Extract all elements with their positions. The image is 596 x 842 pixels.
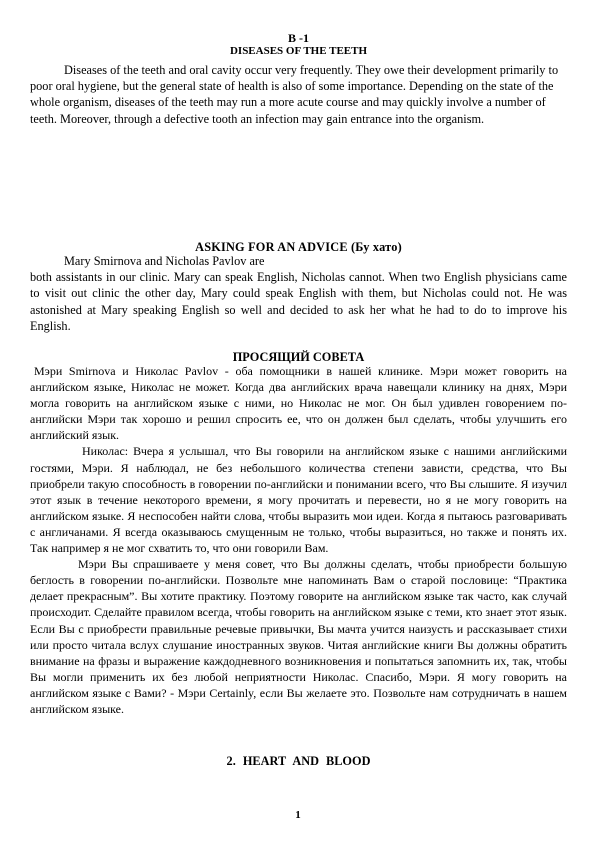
heading-heart-and-blood: 2. HEART AND BLOOD xyxy=(226,754,371,768)
paragraph-body: both assistants in our clinic. Mary can speak English, Nicholas cannot. When two English physicians came to visit out clinic the other day, Mary could speak English with them, but Nicholas could not. He was astonished at Mary speaking English so well and decided to ask her what he had to do to improve his English. xyxy=(30,270,567,333)
russian-paragraph-2: Николас: Вчера я услышал, что Вы говорили на английском языке с нашими английскими гостями, Мэри. Я наблюдал, не без небольшого количества степени зависти, средства, что Вы приобрели такую способность в говорении по-английски и понимании всего, что Вы слышите. Я изучил этот язык в течение некоторого времени, я могу прочитать и перевести, но я не могу говорить на английском языке. Я неспособен найти слова, чтобы выразить мои идеи. Когда я пытаюсь разговаривать с англичанами. Я всегда оказываюсь смущенным не только, чтобы выразиться, но также и понять их. Так например я не мог схватить то, что они говорили Вам. xyxy=(30,444,567,556)
heading-diseases-of-the-teeth: DISEASES OF THE TEETH xyxy=(229,45,368,57)
section-label: B -1 xyxy=(288,31,309,45)
paragraph-asking-for-advice xyxy=(30,253,567,334)
russian-paragraph-3: Мэри Вы спрашиваете у меня совет, что Вы должны сделать, чтобы приобрести большую беглость в говорении по-английски. Позвольте мне напоминать Вам о старой пословице: “Практика делает прекрасным”. Вы хотите практику. Поэтому говорите на английском языке так часто, как случай происходит. Сделайте правилом всегда, чтобы говорить на английском языке с теми, кто знает этот язык. Если Вы с приобрести правильные речевые привычки, Вы мачта учится наизусть и рассказывает стихи или просто читала вслух слушание иностранных звуков. Читая английские книги Вы должны обратить внимание на фразы и выражение каждодневного возникновения и попытаться запомнить их, так, чтобы Вы могли применить их без любой неприятности Николас. Спасибо, Мэри. Я могу говорить на английском языке с Вами? - Мэри Certainly, если Вы желаете это. Позвольте нам сотрудничать в нашем английском языке. xyxy=(30,557,567,716)
paragraph-diseases: Diseases of the teeth and oral cavity occur very frequently. They owe their development primarily to poor oral hygiene, but the general state of health is also of some importance. Depending on the state of the whole organism, diseases of the teeth may run a more acute course and may quickly involve a number of teeth. Moreover, through a defective tooth an infection may gain entrance into the organism. xyxy=(30,63,559,126)
heading-russian: ПРОСЯЩИЙ СОВЕТА xyxy=(232,350,365,364)
russian-paragraph-1: Мэри Smirnova и Николас Pavlov - оба помощники в нашей клинике. Мэри может говорить на английском языке, Николас не может. Когда два английских врача навещали клинику на днях, Мэри могла говорить на английском языке с ними, но Николас не мог. Он был удивлен говорением по-английски Мэри так хорошо и решил спросить ее, что он должен был сделать, чтобы улучшить его английский язык. xyxy=(30,364,567,443)
paragraph-first-line: Mary Smirnova and Nicholas Pavlov are xyxy=(64,254,265,268)
heading-asking-for-advice: ASKING FOR AN ADVICE (Бу хато) xyxy=(195,240,402,254)
page-number: 1 xyxy=(295,809,301,821)
russian-text xyxy=(30,363,567,717)
